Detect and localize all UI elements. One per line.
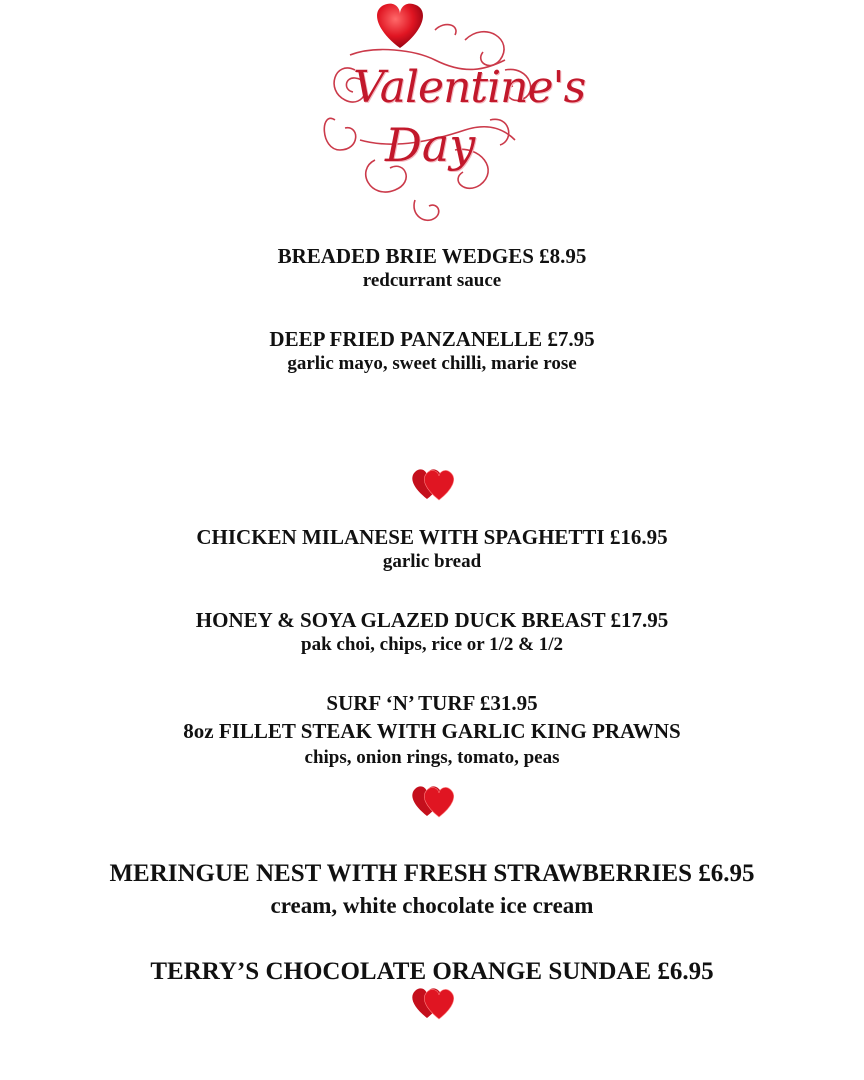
dish-description: 8oz FILLET STEAK WITH GARLIC KING PRAWNS (183, 719, 681, 743)
flourish-decoration (315, 0, 555, 230)
heart-icon (377, 4, 423, 48)
menu-item-panzanelle (0, 326, 864, 376)
dish-name: HONEY & SOYA GLAZED DUCK BREAST £17.95 (195, 608, 669, 632)
dish-accompaniment: chips, onion rings, tomato, peas (304, 747, 560, 768)
logo-line-valentines: Valentine's (353, 62, 586, 113)
menu-item-chicken-milanese (0, 524, 864, 574)
menu-item-brie (0, 243, 864, 293)
dish-name: TERRY’S CHOCOLATE ORANGE SUNDAE £6.95 (150, 958, 714, 985)
dish-accompaniment: pak choi, chips, rice or 1/2 & 1/2 (301, 634, 563, 655)
logo-line-day: Day (385, 118, 476, 172)
menu-item-surf-n-turf (0, 690, 864, 770)
double-heart-icon (409, 985, 459, 1021)
dish-name: DEEP FRIED PANZANELLE £7.95 (269, 327, 595, 351)
double-heart-icon (409, 466, 459, 502)
dish-accompaniment: garlic bread (382, 551, 482, 572)
dish-name: BREADED BRIE WEDGES £8.95 (277, 244, 587, 268)
double-heart-icon (409, 783, 459, 819)
menu-item-duck-breast (0, 607, 864, 657)
dish-name: MERINGUE NEST WITH FRESH STRAWBERRIES £6.95 (109, 860, 755, 887)
dish-name: SURF ‘N’ TURF £31.95 (326, 691, 538, 715)
dish-accompaniment: garlic mayo, sweet chilli, marie rose (287, 353, 577, 374)
dish-name: CHICKEN MILANESE WITH SPAGHETTI £16.95 (196, 525, 668, 549)
dish-accompaniment: cream, white chocolate ice cream (270, 893, 594, 918)
dish-accompaniment: redcurrant sauce (362, 270, 502, 291)
valentines-day-logo (315, 0, 586, 230)
menu-item-meringue-nest (0, 859, 864, 920)
menu-item-chocolate-orange-sundae (0, 957, 864, 987)
